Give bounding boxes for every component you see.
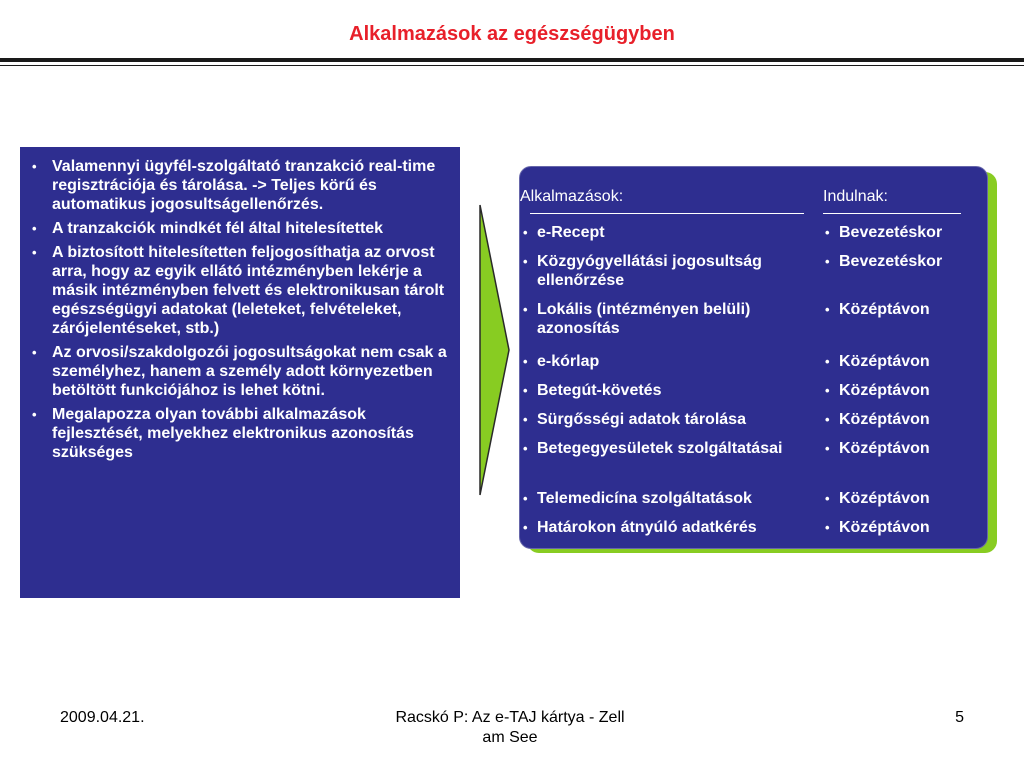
bullet-dot-icon: • [32, 407, 37, 422]
application-item: • Sürgősségi adatok tárolása [523, 411, 746, 428]
bullet-dot-icon: • [825, 254, 830, 269]
application-item: • e-Recept [523, 224, 605, 241]
bullet-dot-icon: • [523, 302, 528, 317]
bullet-dot-icon: • [523, 383, 528, 398]
applications-header-underline [530, 213, 804, 214]
slide-title: Alkalmazások az egészségügyben [349, 23, 675, 45]
bullet-dot-icon: • [32, 221, 37, 236]
bullet-dot-icon: • [523, 412, 528, 427]
footer-author [340, 708, 680, 748]
application-item: • Lokális (intézményen belüli) azonosítás [523, 301, 751, 337]
start-time-item: • Középtávon [825, 490, 930, 507]
bullet-dot-icon: • [32, 159, 37, 174]
start-column-header: Indulnak: [823, 188, 888, 205]
header-rule-thick [0, 58, 1024, 62]
start-time-item: • Bevezetéskor [825, 253, 943, 270]
bullet-dot-icon: • [825, 491, 830, 506]
start-time-item: • Középtávon [825, 301, 930, 318]
start-times-list [822, 223, 982, 547]
start-time-item: • Középtávon [825, 411, 930, 428]
bullet-dot-icon: • [523, 520, 528, 535]
bullet-dot-icon: • [825, 302, 830, 317]
bullet-dot-icon: • [32, 345, 37, 360]
footer-author-line1: Racskó P: Az e-TAJ kártya - Zell [395, 709, 625, 726]
bullet-dot-icon: • [825, 520, 830, 535]
bullet-dot-icon: • [825, 225, 830, 240]
start-time-item: • Középtávon [825, 353, 930, 370]
bullet-dot-icon: • [523, 441, 528, 456]
application-item: • e-kórlap [523, 353, 600, 370]
applications-list [520, 223, 810, 547]
applications-panel [519, 166, 988, 549]
bullet-dot-icon: • [523, 225, 528, 240]
bullet-dot-icon: • [825, 412, 830, 427]
application-item: • Telemedicína szolgáltatások [523, 490, 752, 507]
bullet-dot-icon: • [523, 254, 528, 269]
header-rule-thin [0, 65, 1024, 66]
bullet-dot-icon: • [825, 383, 830, 398]
bullet-dot-icon: • [32, 245, 37, 260]
start-time-item: • Középtávon [825, 382, 930, 399]
applications-column-header: Alkalmazások: [520, 188, 624, 205]
footer-date: 2009.04.21. [60, 709, 145, 726]
application-item: • Betegút-követés [523, 382, 662, 399]
start-header-underline [823, 213, 961, 214]
left-bullet-item: • Az orvosi/szakdolgozói jogosultságokat nem csak a személyhez, hanem a személy adott környezetben betöltött funkciójához is lehet kötni. [32, 344, 447, 399]
left-bullet-item: • Megalapozza olyan további alkalmazások fejlesztését, melyekhez elektronikus azonosítás szükséges [32, 406, 414, 461]
left-bullet-item: • Valamennyi ügyfél-szolgáltató tranzakció real-time regisztrációja és tárolása. -> Teljes körű és automatikus jogosultságellenőrzés. [32, 158, 436, 213]
left-bullet-list [30, 157, 452, 462]
bullet-dot-icon: • [523, 491, 528, 506]
bullet-dot-icon: • [523, 354, 528, 369]
arrow-right-icon [479, 204, 510, 496]
footer-author-line2: am See [482, 729, 538, 746]
application-item: • Határokon átnyúló adatkérés [523, 519, 757, 536]
left-bullet-item: • A biztosított hitelesítetten feljogosíthatja az orvost arra, hogy az egyik ellátó intézményben lekérje a másik intézményben felvett és elektronikusan tárolt egészségügyi adatokat (leleteket, felvételeket, zárójelentéseket, stb.) [32, 244, 445, 337]
bullet-dot-icon: • [825, 441, 830, 456]
application-item: • Közgyógyellátási jogosultság ellenőrzése [523, 253, 762, 289]
left-bullet-item: • A tranzakciók mindkét fél által hitelesítettek [32, 220, 384, 237]
page-number: 5 [955, 709, 964, 726]
application-item: • Betegegyesületek szolgáltatásai [523, 440, 783, 457]
left-text-panel [20, 147, 460, 598]
start-time-item: • Középtávon [825, 519, 930, 536]
start-time-item: • Középtávon [825, 440, 930, 457]
bullet-dot-icon: • [825, 354, 830, 369]
start-time-item: • Bevezetéskor [825, 224, 943, 241]
